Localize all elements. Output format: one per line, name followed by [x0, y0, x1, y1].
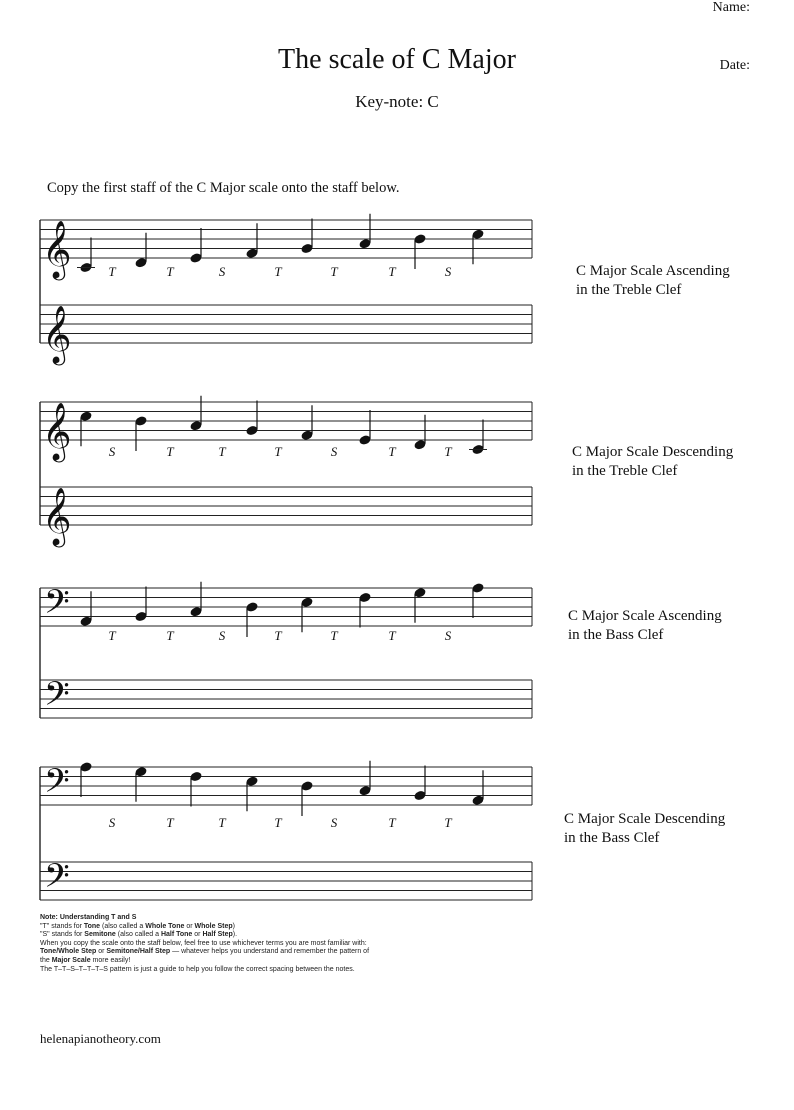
caption-line1: C Major Scale Descending: [564, 811, 726, 827]
interval-label: T: [274, 628, 282, 643]
interval-label: T: [274, 444, 282, 459]
interval-label: T: [388, 628, 396, 643]
treble-clef-icon: 𝄞: [42, 487, 72, 545]
interval-label: T: [166, 444, 174, 459]
treble-clef-icon: 𝄞: [42, 220, 72, 278]
interval-label: S: [330, 815, 338, 830]
interval-label: T: [108, 264, 116, 279]
interval-label: T: [330, 264, 338, 279]
bass-clef-icon: 𝄢: [44, 857, 70, 904]
notes-line2: "S" stands for Semitone (also called a Half Tone or Half Step).: [40, 931, 238, 939]
date-label: Date:: [719, 58, 750, 73]
interval-label: S: [444, 264, 452, 279]
interval-label: S: [218, 628, 226, 643]
interval-label: T: [388, 815, 396, 830]
notes-line1: "T" stands for Tone (also called a Whole Tone or Whole Step): [40, 922, 235, 930]
caption-line2: in the Treble Clef: [576, 282, 682, 298]
interval-label: S: [108, 815, 116, 830]
interval-label: T: [166, 264, 174, 279]
caption-line2: in the Bass Clef: [568, 627, 664, 643]
treble-clef-icon: 𝄞: [42, 402, 72, 460]
caption-line2: in the Bass Clef: [564, 830, 660, 846]
interval-label: T: [330, 628, 338, 643]
bass-clef-icon: 𝄢: [44, 675, 70, 722]
page-title: The scale of C Major: [278, 44, 516, 75]
interval-label: S: [330, 444, 338, 459]
interval-label: T: [388, 444, 396, 459]
notes-line6: The T–T–S–T–T–T–S pattern is just a guide to help you follow the correct spacing between the notes.: [40, 965, 355, 973]
interval-label: T: [388, 264, 396, 279]
interval-label: T: [444, 444, 452, 459]
caption-line1: C Major Scale Descending: [572, 444, 734, 460]
caption-treble-descending: [572, 443, 733, 481]
bass-clef-icon: 𝄢: [44, 762, 70, 809]
caption-line2: in the Treble Clef: [572, 463, 678, 479]
interval-label: S: [218, 264, 226, 279]
key-note-subtitle: Key-note: C: [355, 92, 439, 111]
notes-title: Note: Understanding T and S: [40, 914, 137, 921]
interval-label: T: [444, 815, 452, 830]
interval-label: T: [108, 628, 116, 643]
interval-label: T: [166, 628, 174, 643]
treble-clef-icon: 𝄞: [42, 305, 72, 363]
bass-clef-icon: 𝄢: [44, 583, 70, 630]
notes-line4: Tone/Whole Step or Semitone/Half Step — whatever helps you understand and remember the pattern of: [40, 948, 370, 956]
caption-line1: C Major Scale Ascending: [568, 608, 722, 624]
caption-bass-descending: [564, 810, 725, 848]
name-label: Name:: [712, 0, 750, 15]
instruction-text: Copy the first staff of the C Major scale onto the staff below.: [47, 180, 400, 196]
interval-label: S: [444, 628, 452, 643]
caption-line1: C Major Scale Ascending: [576, 263, 730, 279]
interval-label: T: [274, 264, 282, 279]
interval-label: T: [274, 815, 282, 830]
notes-line3: When you copy the scale onto the staff below, feel free to use whichever terms you are most familiar with:: [40, 939, 367, 947]
notes-line5: the Major Scale more easily!: [40, 956, 131, 964]
interval-label: S: [108, 444, 116, 459]
interval-label: T: [218, 444, 226, 459]
caption-treble-ascending: [576, 262, 730, 300]
interval-label: T: [166, 815, 174, 830]
footer-website: helenapianotheory.com: [40, 1031, 161, 1046]
interval-label: T: [218, 815, 226, 830]
caption-bass-ascending: [568, 607, 722, 645]
notes-box: [40, 914, 560, 974]
